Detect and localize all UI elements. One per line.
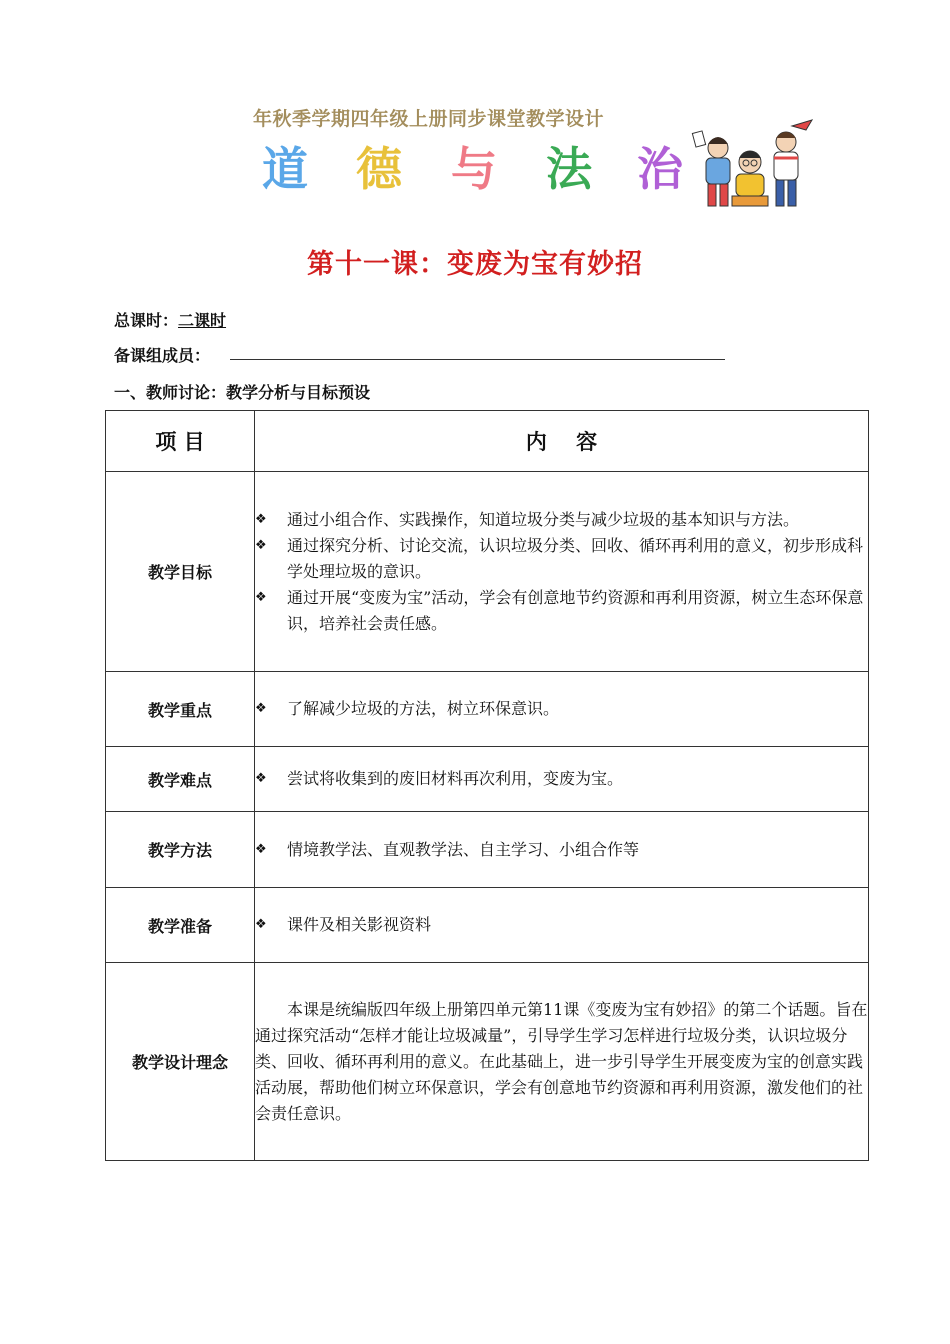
- bullet-text: 情境教学法、直观教学法、自主学习、小组合作等: [287, 839, 640, 859]
- header-content: 内 容: [255, 411, 869, 472]
- bullet-text: 课件及相关影视资料: [287, 915, 432, 934]
- row-label: 教学方法: [106, 812, 255, 888]
- members-label: 备课组成员：: [114, 346, 211, 365]
- table-row-key-points: [106, 672, 869, 747]
- row-content: [255, 888, 869, 963]
- design-concept-paragraph: 本课是统编版四年级上册第四单元第11课《变废为宝有妙招》的第二个话题。旨在通过探究活动“怎样才能让垃圾减量”，引导学生学习怎样进行垃圾分类，认识垃圾分类、回收、循环再利用的意义。在此基础上，进一步引导学生开展变废为宝的创意实践活动展，帮助他们树立环保意识，学会有创意地节约资源和再利用资源，激发他们的社会责任意识。: [255, 999, 868, 1123]
- row-label: 教学设计理念: [106, 963, 255, 1161]
- row-label: 教学难点: [106, 747, 255, 812]
- list-item: [255, 585, 868, 637]
- bullet-text: 通过探究分析、讨论交流，认识垃圾分类、回收、循环再利用的意义，初步形成科学处理垃圾的意识。: [287, 535, 864, 581]
- row-content: [255, 672, 869, 747]
- row-label: 教学重点: [106, 672, 255, 747]
- bullet-diamond-icon: ❖: [255, 701, 267, 716]
- students-illustration: [688, 118, 816, 210]
- table-header-row: [106, 411, 869, 472]
- table-row-methods: [106, 812, 869, 888]
- row-content: [255, 963, 869, 1161]
- table-row-design-concept: [106, 963, 869, 1161]
- table-row-preparation: [106, 888, 869, 963]
- row-label: 教学准备: [106, 888, 255, 963]
- table-row-objectives: [106, 472, 869, 672]
- subject-char-1: 道: [262, 142, 308, 196]
- list-item: [255, 837, 868, 863]
- subject-char-2: 德: [356, 142, 402, 196]
- bullet-diamond-icon: ❖: [255, 589, 267, 605]
- row-label: 教学目标: [106, 472, 255, 672]
- row-content: [255, 747, 869, 812]
- bullet-diamond-icon: ❖: [255, 511, 267, 527]
- bullet-text: 通过开展“变废为宝”活动，学会有创意地节约资源和再利用资源，树立生态环保意识，培养社会责任感。: [287, 587, 864, 633]
- total-hours: [114, 308, 226, 331]
- members-blank-line: [230, 359, 725, 360]
- table-row-difficulties: [106, 747, 869, 812]
- subject-char-5: 治: [637, 142, 683, 196]
- row-content: [255, 472, 869, 672]
- teaching-plan-table: [105, 410, 869, 1161]
- subject-char-3: 与: [451, 142, 497, 196]
- lesson-title: 第十一课：变废为宝有妙招: [307, 249, 643, 280]
- list-item: [255, 766, 868, 792]
- bullet-diamond-icon: ❖: [255, 841, 267, 857]
- banner-title: 年秋季学期四年级上册同步课堂教学设计: [253, 108, 605, 130]
- bullet-diamond-icon: ❖: [255, 771, 267, 786]
- list-item: [255, 912, 868, 938]
- section-heading: 一、教师讨论：教学分析与目标预设: [114, 383, 371, 402]
- bullet-text: 通过小组合作、实践操作，知道垃圾分类与减少垃圾的基本知识与方法。: [287, 509, 800, 529]
- bullet-text: 尝试将收集到的废旧材料再次利用，变废为宝。: [287, 769, 624, 788]
- list-item: [255, 696, 868, 722]
- list-item: [255, 533, 868, 585]
- total-hours-label: 总课时：: [114, 311, 179, 330]
- total-hours-value: 二课时: [178, 311, 227, 330]
- header-item: 项 目: [106, 411, 255, 472]
- bullet-diamond-icon: ❖: [255, 917, 267, 932]
- row-content: [255, 812, 869, 888]
- subject-char-4: 法: [546, 142, 592, 196]
- list-item: [255, 507, 868, 533]
- bullet-diamond-icon: ❖: [255, 537, 267, 553]
- bullet-text: 了解减少垃圾的方法，树立环保意识。: [287, 699, 560, 718]
